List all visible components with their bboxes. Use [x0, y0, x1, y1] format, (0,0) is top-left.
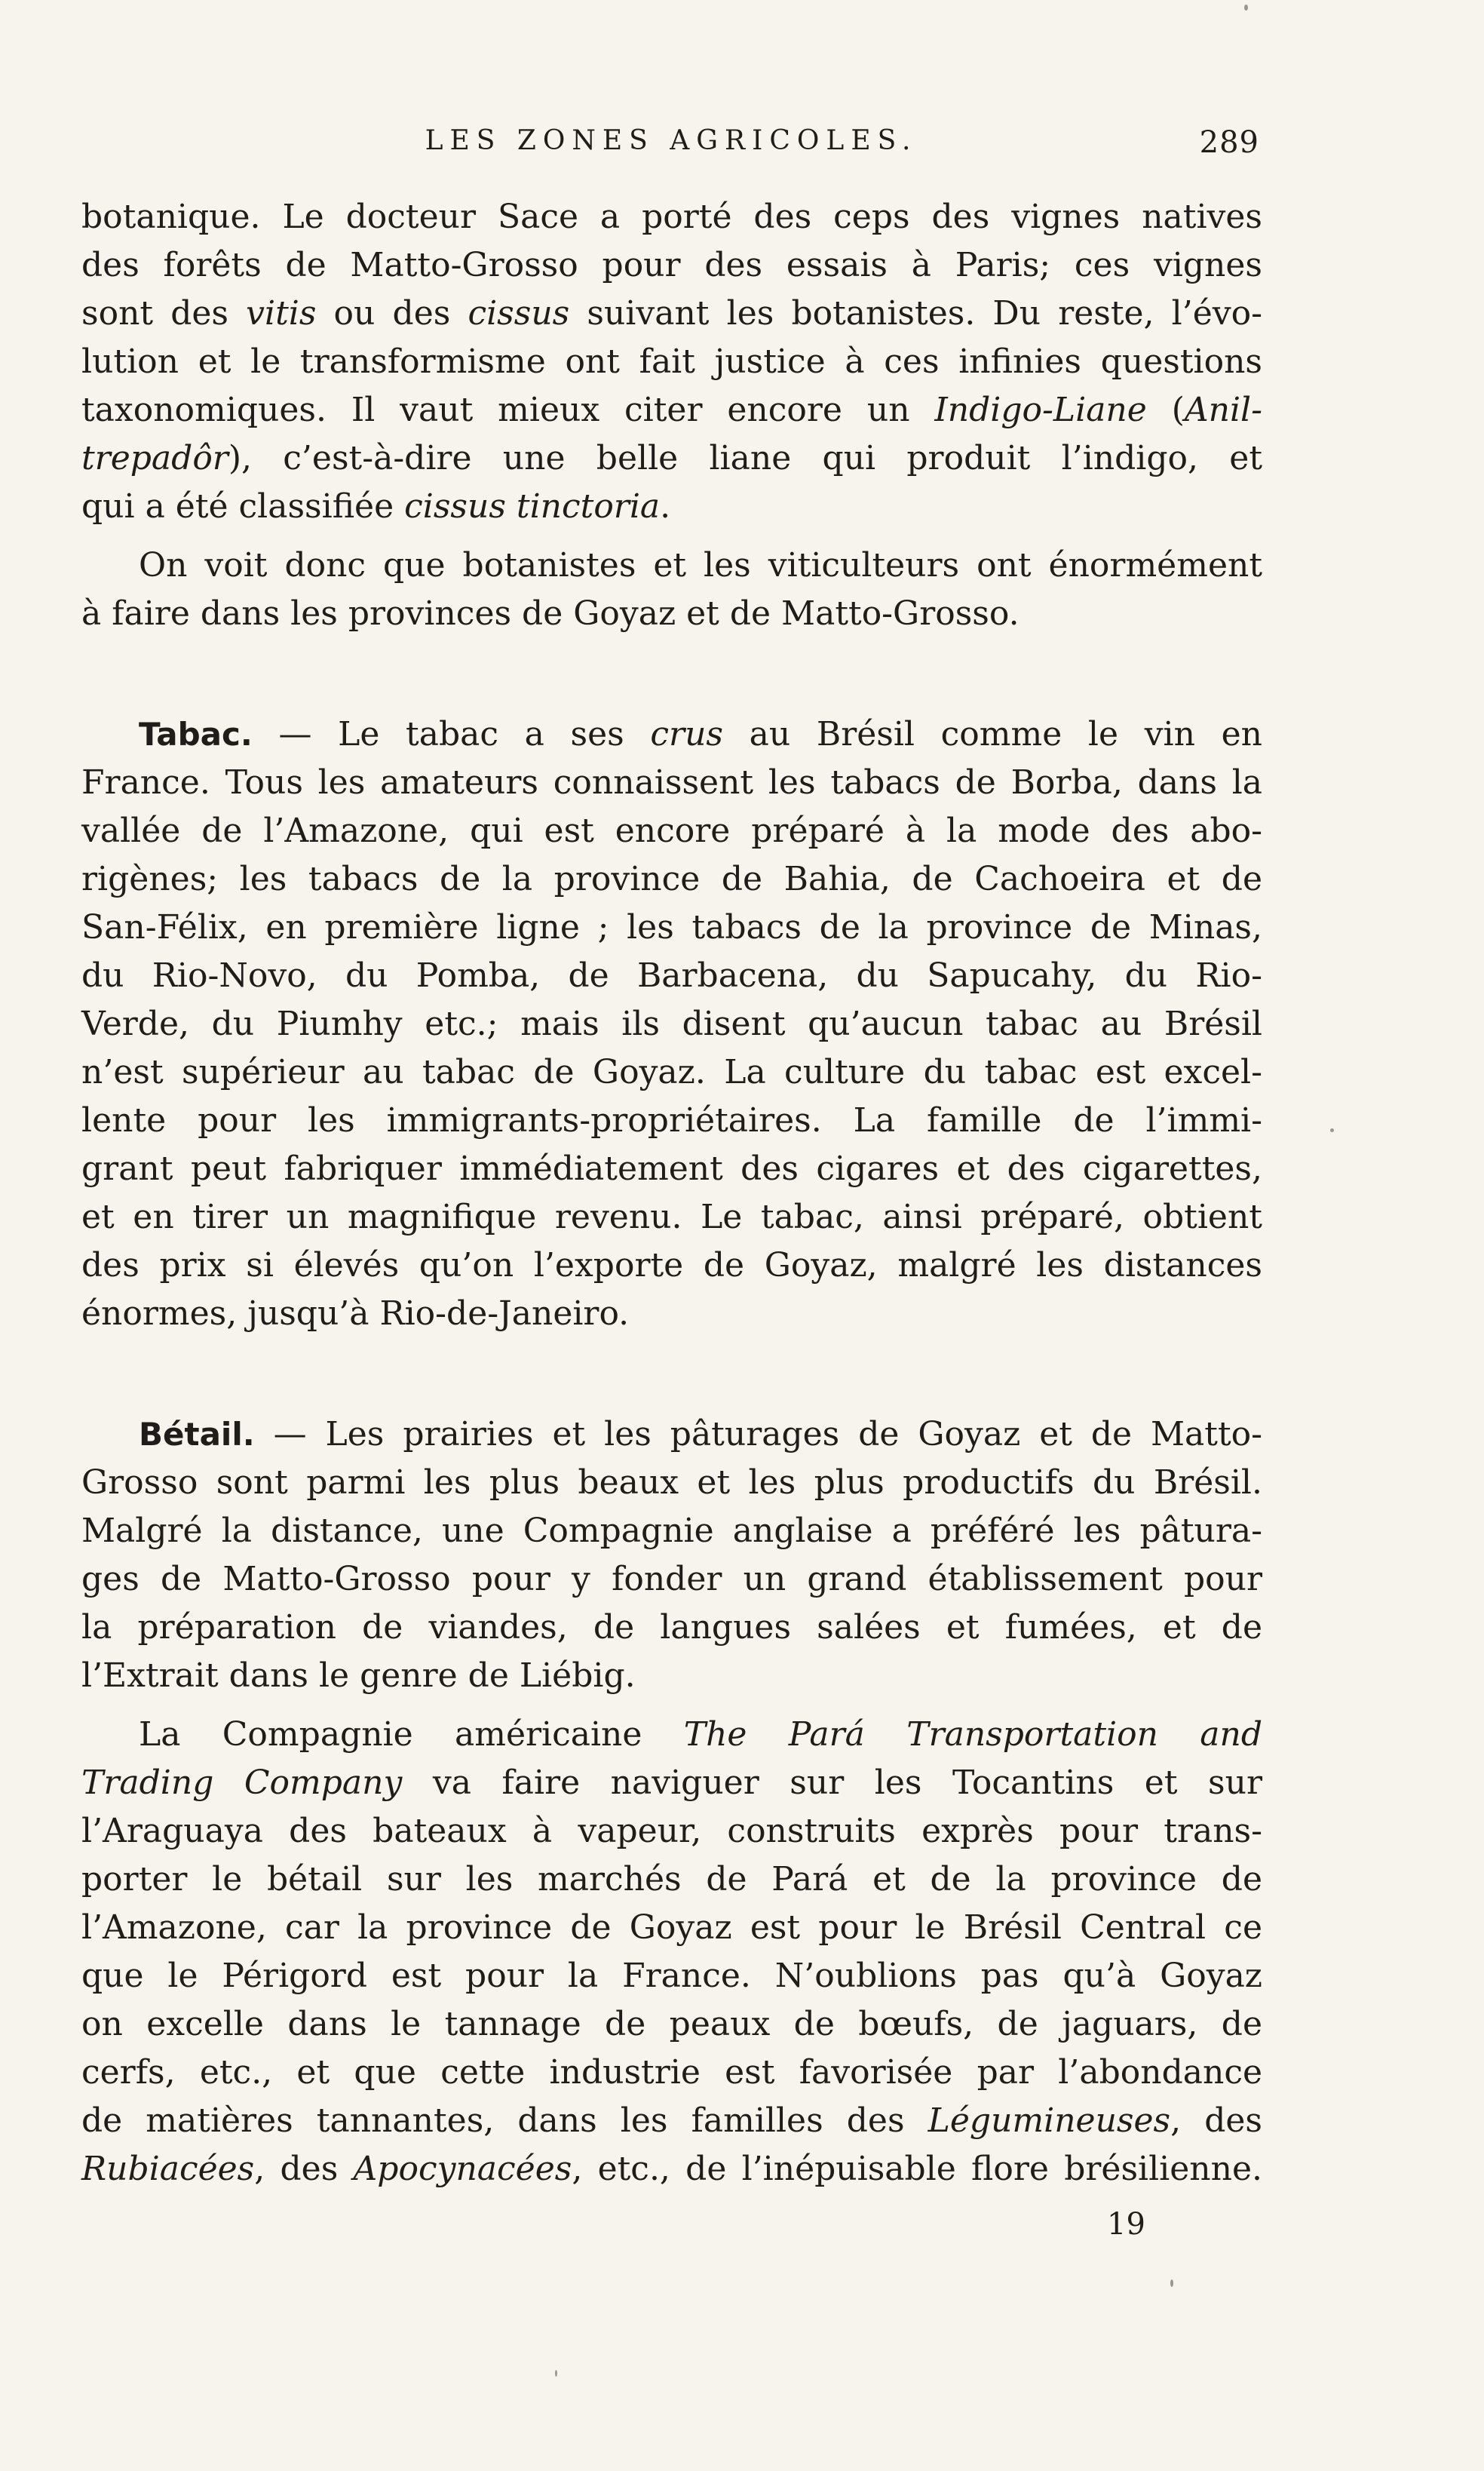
section-heading: Bétail.	[139, 1416, 255, 1453]
text-line: France. Tous les amateurs connaissent les tabacs de Borba, dans la	[81, 763, 1262, 802]
text-line: grant peut fabriquer immédiatement des cigares et des cigarettes,	[81, 1150, 1262, 1188]
paragraph-compagnie	[81, 1711, 1262, 2193]
paper-speck	[1244, 5, 1248, 11]
text-line: sont des vitis ou des cissus suivant les botanistes. Du reste, l’évo-	[81, 294, 1262, 333]
text-line: n’est supérieur au tabac de Goyaz. La culture du tabac est excel-	[81, 1053, 1262, 1091]
text-line: et en tirer un magnifique revenu. Le tabac, ainsi préparé, obtient	[81, 1198, 1262, 1236]
text-line: qui a été classifiée cissus tinctoria.	[81, 487, 671, 526]
paper-speck	[1170, 2279, 1173, 2287]
text-line: La Compagnie américaine The Pará Transportation and	[139, 1715, 1262, 1754]
paper-speck	[1330, 1128, 1334, 1132]
text-line: ges de Matto-Grosso pour y fonder un grand établissement pour	[81, 1560, 1262, 1598]
text-line: vallée de l’Amazone, qui est encore préparé à la mode des abo-	[81, 812, 1262, 850]
text-line: porter le bétail sur les marchés de Pará et de la province de	[81, 1860, 1262, 1899]
text-line: Rubiacées, des Apocynacées, etc., de l’inépuisable flore brésilienne.	[81, 2150, 1262, 2188]
text-line: Bétail. — Les prairies et les pâturages de Goyaz et de Matto-	[139, 1415, 1262, 1453]
text-line: Malgré la distance, une Compagnie anglaise a préféré les pâtura-	[81, 1512, 1262, 1550]
text-line: San-Félix, en première ligne ; les tabacs de la province de Minas,	[81, 908, 1262, 947]
paragraph-betail	[81, 1410, 1262, 1700]
running-header	[83, 125, 1259, 163]
text-line: rigènes; les tabacs de la province de Bahia, de Cachoeira et de	[81, 860, 1262, 898]
text-line: la préparation de viandes, de langues salées et fumées, et de	[81, 1608, 1262, 1647]
text-line: trepadôr), c’est-à-dire une belle liane qui produit l’indigo, et	[81, 439, 1262, 477]
text-line: Tabac. — Le tabac a ses crus au Brésil comme le vin en	[139, 715, 1262, 754]
text-line: botanique. Le docteur Sace a porté des ceps des vignes natives	[81, 198, 1262, 236]
text-line: des prix si élevés qu’on l’exporte de Goyaz, malgré les distances	[81, 1246, 1262, 1285]
text-line: du Rio-Novo, du Pomba, de Barbacena, du Sapucahy, du Rio-	[81, 956, 1262, 995]
paper-speck	[555, 2370, 557, 2377]
text-line: On voit donc que botanistes et les viticulteurs ont énormément	[139, 546, 1262, 585]
text-line: à faire dans les provinces de Goyaz et de Matto-Grosso.	[81, 594, 1019, 633]
text-line: Grosso sont parmi les plus beaux et les plus productifs du Brésil.	[81, 1463, 1262, 1502]
running-title: LES ZONES AGRICOLES.	[425, 125, 918, 156]
text-line: que le Périgord est pour la France. N’oublions pas qu’à Goyaz	[81, 1957, 1262, 1995]
section-heading: Tabac.	[139, 716, 253, 753]
page-number: 289	[1199, 125, 1259, 160]
text-line: taxonomiques. Il vaut mieux citer encore un Indigo-Liane (Anil-	[81, 391, 1262, 429]
signature-mark: 19	[1107, 2207, 1145, 2242]
text-line: l’Amazone, car la province de Goyaz est pour le Brésil Central ce	[81, 1908, 1262, 1947]
text-line: énormes, jusqu’à Rio-de-Janeiro.	[81, 1294, 630, 1333]
text-line: de matières tannantes, dans les familles des Légumineuses, des	[81, 2101, 1262, 2140]
text-line: lente pour les immigrants-propriétaires. La famille de l’immi-	[81, 1101, 1262, 1140]
paragraph-viticulture	[81, 193, 1262, 531]
text-line: des forêts de Matto-Grosso pour des essais à Paris; ces vignes	[81, 246, 1262, 284]
text-line: l’Extrait dans le genre de Liébig.	[81, 1656, 636, 1695]
text-line: Trading Company va faire naviguer sur les Tocantins et sur	[81, 1763, 1262, 1802]
text-line: l’Araguaya des bateaux à vapeur, construits exprès pour trans-	[81, 1812, 1262, 1850]
text-line: cerfs, etc., et que cette industrie est favorisée par l’abondance	[81, 2053, 1262, 2092]
paragraph-tabac	[81, 711, 1262, 1338]
text-line: Verde, du Piumhy etc.; mais ils disent qu’aucun tabac au Brésil	[81, 1005, 1262, 1043]
paragraph-conclusion	[81, 542, 1262, 638]
text-line: on excelle dans le tannage de peaux de bœufs, de jaguars, de	[81, 2005, 1262, 2043]
body-text	[81, 193, 1262, 2193]
text-line: lution et le transformisme ont fait justice à ces infinies questions	[81, 342, 1262, 381]
